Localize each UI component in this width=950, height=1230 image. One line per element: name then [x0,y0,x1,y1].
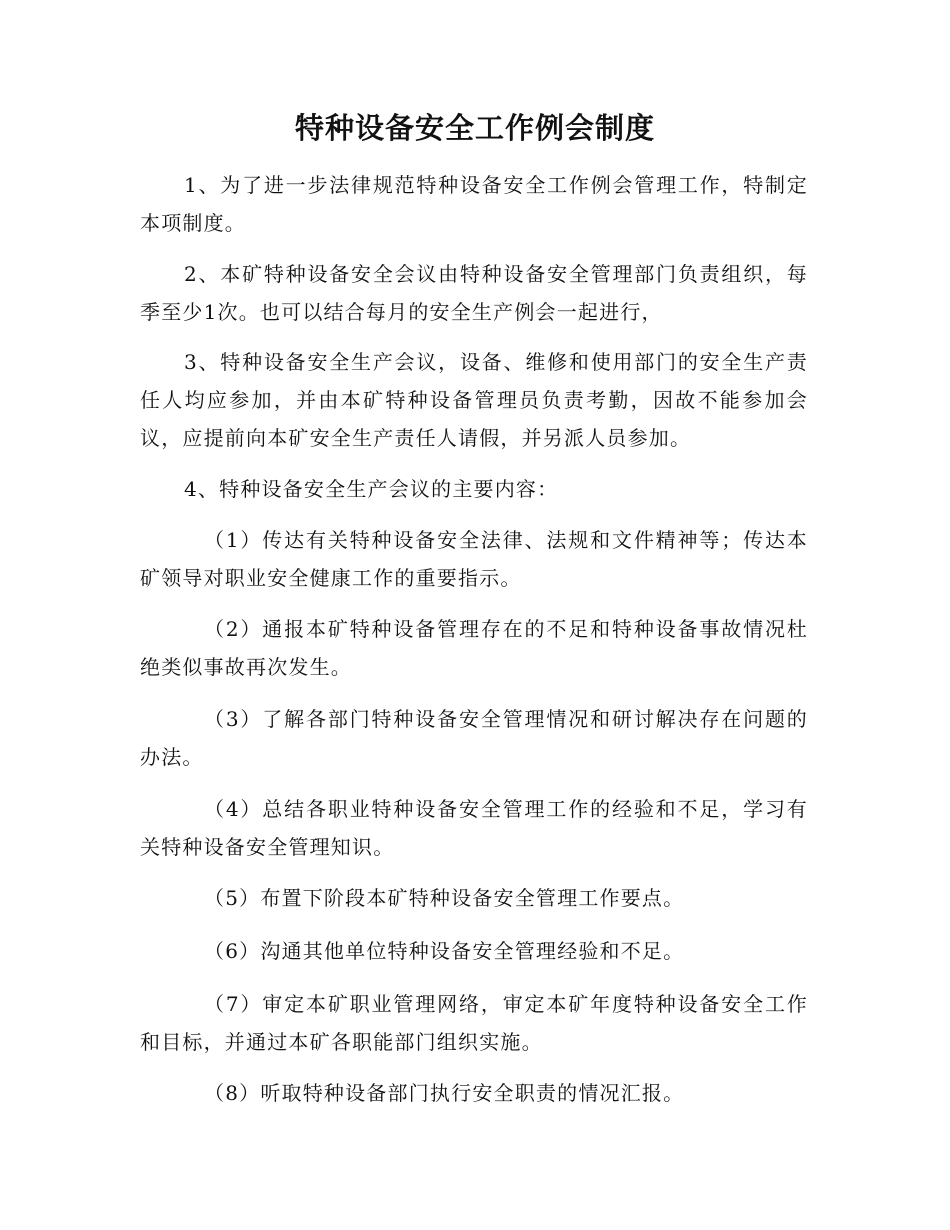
paragraph-2: 2、本矿特种设备安全会议由特种设备安全管理部门负责组织，每季至少1次。也可以结合每月的安全生产例会一起进行， [140,262,808,324]
sub-item-3: （3）了解各部门特种设备安全管理情况和研讨解决存在问题的办法。 [140,707,808,769]
sub-item-5: （5）布置下阶段本矿特种设备安全管理工作要点。 [204,886,685,910]
paragraph-1: 1、为了进一步法律规范特种设备安全工作例会管理工作，特制定本项制度。 [140,173,808,235]
sub-item-2: （2）通报本矿特种设备管理存在的不足和特种设备事故情况杜绝类似事故再次发生。 [140,617,808,679]
sub-item-8: （8）听取特种设备部门执行安全职责的情况汇报。 [204,1081,685,1105]
sub-item-1: （1）传达有关特种设备安全法律、法规和文件精神等；传达本矿领导对职业安全健康工作的重要指示。 [140,528,808,590]
sub-item-4: （4）总结各职业特种设备安全管理工作的经验和不足，学习有关特种设备安全管理知识。 [140,797,808,859]
paragraph-4: 4、特种设备安全生产会议的主要内容： [184,477,559,501]
paragraph-3: 3、特种设备安全生产会议，设备、维修和使用部门的安全生产责任人均应参加，并由本矿特种设备管理员负责考勤，因故不能参加会议，应提前向本矿安全生产责任人请假，并另派人员参加。 [140,350,808,450]
sub-item-6: （6）沟通其他单位特种设备安全管理经验和不足。 [204,939,685,963]
sub-item-7: （7）审定本矿职业管理网络，审定本矿年度特种设备安全工作和目标，并通过本矿各职能部门组织实施。 [140,992,808,1054]
document-title: 特种设备安全工作例会制度 [294,111,655,145]
